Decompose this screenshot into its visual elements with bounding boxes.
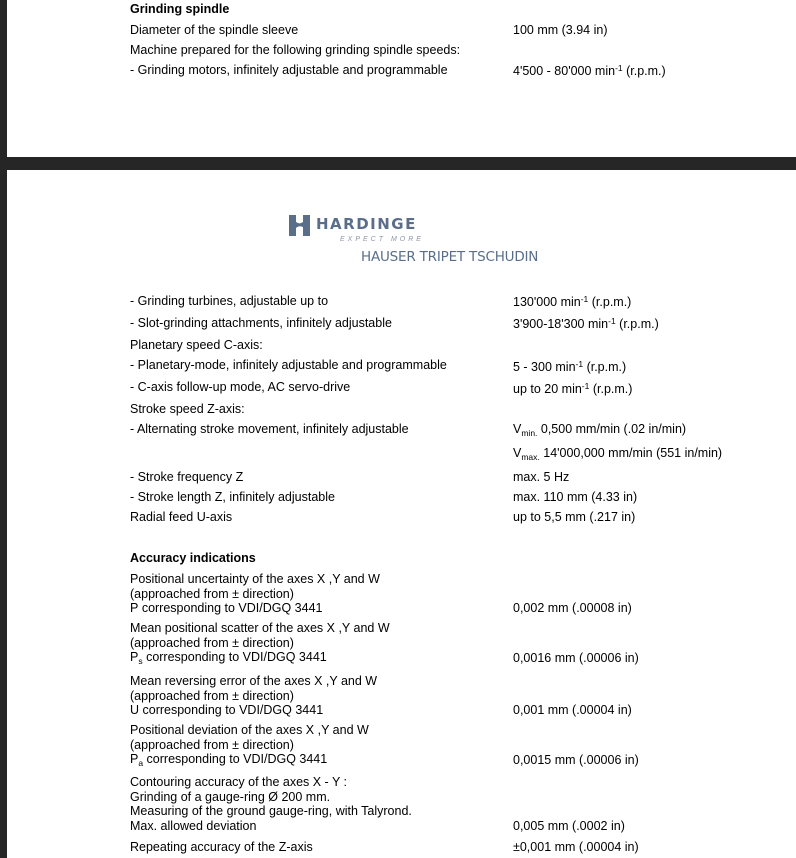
logo-brand: HARDINGE — [316, 215, 417, 233]
spec-subheading: Stroke speed Z-axis: — [130, 402, 245, 416]
document-page-1 — [7, 0, 796, 157]
spec-value: $V_{max.}$ 14'000,000 mm/min (551 in/min) — [513, 446, 723, 462]
accuracy-value: 0,001 mm (.00004 in) — [513, 703, 632, 717]
accuracy-value: ±0,001 mm (.00004 in) — [513, 840, 639, 854]
spec-label: Radial feed U-axis — [130, 510, 233, 524]
spec-label: - Alternating stroke movement, infinitely adjustable — [130, 422, 409, 436]
spec-label: - Grinding turbines, adjustable up to — [130, 294, 329, 308]
spec-value: up to 5,5 mm (.217 in) — [513, 510, 636, 524]
accuracy-item: Mean positional scatter of the axes X ,Y and W (approached from ± direction) $P_s$ corresponding to VDI/DGQ 3441 — [130, 621, 390, 666]
spec-value: $V_{min.}$ 0,500 mm/min (.02 in/min) — [513, 422, 687, 438]
spec-label: - Grinding motors, infinitely adjustable and programmable — [130, 63, 448, 77]
spec-label: - Stroke length Z, infinitely adjustable — [130, 490, 335, 504]
accuracy-item: Positional uncertainty of the axes X ,Y and W (approached from ± direction) P corresponding to VDI/DGQ 3441 — [130, 572, 380, 615]
spec-value: up to 20 $\min^{-1} (r.p.m.)$ — [513, 381, 633, 396]
accuracy-item: Contouring accuracy of the axes X - Y : Grinding of a gauge-ring Ø 200 mm. Measuring of the ground gauge-ring, with Talyrond. Max. allowed deviation — [130, 775, 412, 833]
spec-value: 5 - 300 $\min^{-1} (r.p.m.)$ — [513, 359, 627, 374]
spec-value: 3'900-18'300 $\min^{-1} (r.p.m.)$ — [513, 316, 659, 331]
spec-value: max. 5 Hz — [513, 470, 570, 484]
logo-tagline: EXPECT MORE — [340, 236, 424, 243]
accuracy-item: Positional deviation of the axes X ,Y and W (approached from ± direction) $P_a$ corresponding to VDI/DGQ 3441 — [130, 723, 369, 768]
section-heading-grinding-spindle: Grinding spindle — [130, 2, 230, 16]
hardinge-h-icon — [289, 215, 310, 236]
accuracy-item: Mean reversing error of the axes X ,Y and W (approached from ± direction) U corresponding to VDI/DGQ 3441 — [130, 674, 378, 717]
accuracy-item: Repeating accuracy of the Z-axis — [130, 840, 313, 854]
spec-value: 100 mm (3.94 in) — [513, 23, 608, 37]
spec-label: - C-axis follow-up mode, AC servo-drive — [130, 380, 351, 394]
spec-label: - Stroke frequency Z — [130, 470, 244, 484]
accuracy-value: 0,0015 mm (.00006 in) — [513, 753, 639, 767]
accuracy-value: 0,002 mm (.00008 in) — [513, 601, 632, 615]
spec-value: max. 110 mm (4.33 in) — [513, 490, 638, 504]
section-heading-accuracy: Accuracy indications — [130, 551, 256, 565]
spec-label: Machine prepared for the following grinding spindle speeds: — [130, 43, 461, 57]
logo-subtitle: HAUSER TRIPET TSCHUDIN — [361, 249, 539, 265]
spec-label: - Planetary-mode, infinitely adjustable and programmable — [130, 358, 447, 372]
spec-value: 130'000 $\min^{-1} (r.p.m.)$ — [513, 294, 632, 309]
spec-value: 4'500 - 80'000 $\min^{-1} (r.p.m.)$ — [513, 63, 666, 78]
accuracy-value: 0,0016 mm (.00006 in) — [513, 651, 639, 665]
accuracy-value: 0,005 mm (.0002 in) — [513, 819, 625, 833]
spec-subheading: Planetary speed C-axis: — [130, 338, 263, 352]
spec-label: - Slot-grinding attachments, infinitely adjustable — [130, 316, 392, 330]
company-logo — [289, 213, 569, 273]
spec-label: Diameter of the spindle sleeve — [130, 23, 299, 37]
document-page-2 — [7, 170, 796, 858]
